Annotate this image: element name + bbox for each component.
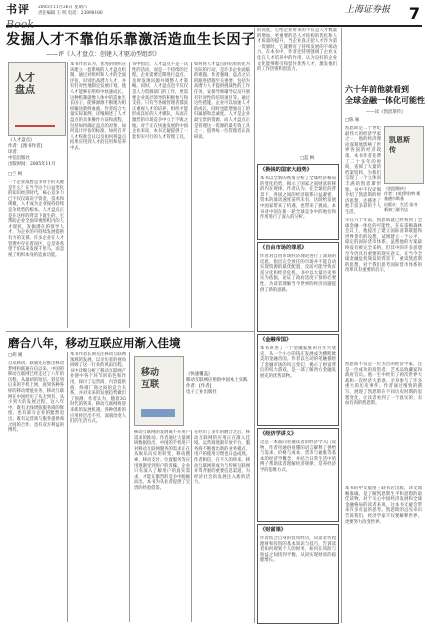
lead-book-cover <box>8 62 66 136</box>
second-cover-title: 移动 互联 <box>141 368 160 390</box>
middle-byline: □蓝 枫 <box>300 156 315 161</box>
column-rule <box>67 62 68 328</box>
brief-body: 本书讲述了一个金融家族的百年兴衰史，从一个小小的钱庄发展成为横跨欧美的金融帝国。作者以生动的笔触描绘了金融市场的风云变幻，揭示了财富背后的权力游戏，是一部了解西方金融发展史的优秀读物。 <box>260 346 336 379</box>
brief-box-2 <box>257 242 339 332</box>
date-line: 2005年11月26日 星期六 责任编辑 王 明 电话：23898180 <box>38 5 103 16</box>
column-rule <box>191 430 192 622</box>
brief-box-5 <box>257 524 339 624</box>
section-masthead <box>6 3 34 33</box>
right-body-col2: 早在六十年前，凯恩斯就已经看到了全球金融一体化的可能性。在布雷顿森林会议上，他提出了建立国际清算联盟和世界货币的设想，试图建立一个公平、稳定的国际货币体系。虽然他的方案最终没有被完全采纳，但其中的许多思想至今仍具有重要的现实意义。在当今全球金融危机频发的背景下，重读凯恩斯的思想，对于我们思考国际货币体系的改革具有重要的启示。 <box>345 218 422 274</box>
brief-body: 这是一本面向普通读者的经济学入门读物，作者用通俗易懂的语言解释了供给与需求、价格与成本、货币与通胀等基本的经济学概念，并结合日常生活中的例子帮助读者理解经济规律，培养经济学的思维方式。 <box>260 440 336 473</box>
right-body-col1: 凯恩斯是二十世纪最伟大的经济学家之一，他的经济理论深刻地影响了世界各国的经济政策。本书作者花费了二十多年的时间，查阅了大量的档案资料，为我们呈现了一个立体而丰满的凯恩斯形象。书中不仅详细介绍了凯恩斯的经济思想，还描述了他丰富多彩的个人生活。 <box>345 126 381 214</box>
lead-body-col1: 一个企业战胜竞争对手的关键是什么？在当今这个日益变化的知识经济时代，核心竞争力已不仅仅取决于资金、技术和规模，人才成为企业保持持续竞争优势的根本。人才盘点正是在这样的背景下诞生的，它帮助企业全面审视组织内的人才现状，发掘潜在的领导人才，为企业的可持续发展提供有力的支撑。许多企业在人才管理中存在着误区，总是寄希望于伯乐来发现千里马，而忽视了组织本身的造血功能。 <box>8 180 64 258</box>
lead-subhead: ——评《人才盘点：创建人才驱动型组织》 <box>46 51 161 58</box>
section-name: 书评 <box>6 3 30 16</box>
lead-caption: 《人才盘点》 作者：[图书作者] 译者： 中信出版社 出版时间：2005年11月 <box>8 138 56 167</box>
paper-name: 上海证券报 <box>344 5 390 15</box>
section-rule <box>6 331 254 332</box>
cover-block <box>141 409 175 417</box>
right-cover-title: 凯恩斯 传 <box>389 136 410 154</box>
right-headline: 六十年前他就看到 全球金融一体化可能性 <box>345 85 425 105</box>
column-rule <box>191 62 192 328</box>
right-body-col4: 本书的中文版由三联书店出版，译文流畅准确，是了解凯恩斯生平和思想的最佳读物。对于关心中国经济发展和全球金融格局的读者来说，这本书无疑会带来许多有益的思考。凯恩斯的远见卓识告诉我们，经济学家不仅要解释世界，更要努力改变世界。 <box>345 486 422 525</box>
right-book-cover <box>384 126 424 184</box>
second-byline: □胡 刚 <box>8 353 23 358</box>
brief-box-1 <box>257 164 339 240</box>
second-body-col4: 在经历了多年的磨合之后，移动互联网的应用正在渐入佳境。运营商逐渐开放平台，服务商不断推出新的业务模式，用户的使用习惯也日益成熟。作者相信，在不久的将来，移动互联网将成为与传统互联网并驾齐驱的重要信息渠道，为经济社会的发展注入新的活力。 <box>194 430 250 486</box>
brief-title: 《换钱的国家大趋势》 <box>260 167 312 173</box>
column-rule <box>341 28 342 623</box>
column-rule <box>67 352 68 622</box>
second-body-col1: 自从移动、联通先后推出移动梦网和联通在信以来，中国的移动互联网已经走过了八年的历程。从最初的短信、彩信到后来的手机上网，再到各种各样的移动增值业务，移动互联网在中国经历了从无到有、从小到大的发展过程。这八年中，既有无线增值服务商的辉煌，也有部分企业的黯然退出；既有运营商与服务提供商之间的合作，也有双方利益的博弈。 <box>8 361 64 434</box>
second-headline: 磨合八年，移动互联应用渐入佳境 <box>8 336 181 350</box>
brief-title: 《经济学讲义》 <box>260 431 297 437</box>
second-book-cover <box>134 356 184 426</box>
right-byline: □陈 雁 <box>345 118 360 123</box>
right-subhead: ——读《凯恩斯传》 <box>366 110 406 115</box>
lead-cover-title: 人才 盘点 <box>15 73 35 96</box>
brief-box-3 <box>257 334 339 426</box>
brief-box-4 <box>257 428 339 522</box>
brief-body: 本书以全新的视角分析了全球经济格局的变化趋势，揭示了国家之间财富转移的内在规律。作者认为，在全球化的背景下，各国之间的经济联系日益紧密，资本的流动速度前所未有，这既给发展中国家带来了机遇，也带来了挑战。本书对中国在新一轮全球竞争中的地位和作用进行了深入的分析。 <box>260 176 336 221</box>
brief-body: 作者对自由市场经济理论进行了深刻的反思，指出完全放任的市场并不能自动实现资源的最优配置，反而可能导致贫富分化和经济危机。书中以大量历史事实为依据，论证了政府适度干预的必要性，为读者理解当今世界的经济问题提供了新的思路。 <box>260 254 336 293</box>
brief-body: 作者结合自身的投资经历，向读者传授理财和投资的基本知识与技巧，告诉读者如何规划个人的财务，如何在风险与收益之间找到平衡，从而实现财富的稳健增长。 <box>260 536 336 564</box>
lead-body-col2: 本书作者认为，优秀的组织应该建立一套系统的人才盘点机制，通过对组织和人才的全面评估，识别出高潜力人才，并有针对性地制定发展计划，使人才能够在组织中快速成长。这种机制就像人体中的造血生长因子，能够源源不断地为组织输送新鲜血液。作者结合大量实际案例，详细阐述了人才盘点的具体操作方法和流程，包括如何确定盘点的对象、如何设计评估的标准、如何召开人才校准会议以及如何将盘点结果应用到人才的任用和培养中去。 <box>70 62 126 151</box>
column-rule <box>129 62 130 328</box>
right-caption: 《凯恩斯传》 作者：[英]罗伯特·斯基德尔斯基 出版社：生活·读书·新知三联书店 <box>384 186 421 212</box>
lead-headline: 发掘人才不靠伯乐靠激活造血生长因子 <box>6 32 256 48</box>
middle-body-top: 的高度，它给企业带来的不仅是人才数量的增加，更重要的是人才结构的优化和人才质量的提升。当企业真正把人才作为第一资源时，它就拥有了持续发展的不竭动力。在本书中，作者还特别强调了企业文化在人才培养中的作用，认为良好的企业文化能够吸引和留住优秀人才，激发他们的工作热情和创造力。 <box>257 28 337 73</box>
column-rule <box>129 352 130 622</box>
brief-title: 《自由市场的罪恶》 <box>260 245 307 251</box>
second-body-col3: 移动互联网的发展离不开用户需求的推动。作者通过大量调研数据指出，中国的手机用户对移动互联网服务的需求正在从娱乐向实用转变，移动搜索、移动支付、位置服务等应用逐渐受到用户的青睐。企业只有深入了解用户的真实需求，才能在激烈的竞争中脱颖而出。本书为从业者提供了宝贵的经验借鉴。 <box>134 430 190 491</box>
page-number: 7 <box>408 4 420 23</box>
right-body-col3: 凯恩斯不仅是一位杰出的经济学家，还是一位成功的投资者、艺术品收藏家和政府官员。他一生中经历了两次世界大战和一次经济大萧条，亲身参与了许多重大的历史事件。作者通过细致的描写，展现了凯恩斯在不同历史时期的思想变化，让读者看到了一个真实的、有血有肉的凯恩斯。 <box>345 362 422 407</box>
cover-stripe <box>15 125 55 127</box>
top-rule <box>6 25 422 27</box>
second-caption: 《快速覆盖》 移动互联网应用的中国本土实践 作者：[作者] 电子工业出版社 <box>186 372 248 395</box>
lead-byline: □兰 枫 <box>8 172 23 177</box>
lead-body-col3: 书中指出，人才盘点不是一次性的活动，而是一个持续的过程。企业需要定期进行盘点，及时发现问题并调整人才策略。同时，人才盘点也不仅仅是人力资源部门的工作，更需要企业高层领导的积极参与和支持。只有当各级管理者都真正重视人才的培养，组织才能形成良好的人才梯队，从而在激烈的市场竞争中立于不败之地。对于正在快速发展的中国企业来说，本书无疑提供了一套切实可行的人才管理工具。 <box>132 62 188 140</box>
lead-body-col4: 如何将人才盘点的结果转化为实际的行动，是许多企业面临的难题。作者强调，盘点之后的跟进措施至关重要，包括为高潜力人才提供挑战性的工作任务、安排导师辅导以及开展有针对性的培训项目等。通过这些措施，企业可以加速人才的成长，同时也能增强员工的归属感和忠诚度。人才是企业最宝贵的资源，而人才盘点正是管理这一资源的最有效工具之一，值得每一位管理者认真研读。 <box>194 62 250 140</box>
brief-title: 《金融帝国》 <box>260 337 292 343</box>
column-rule <box>254 28 255 623</box>
brief-title: 《财富课》 <box>260 527 286 533</box>
second-body-col2: 本书作者长期关注移动互联网领域的发展，以亲历者的视角回顾了这一行业的风雨历程。书中详细分析了移动互联网产业链中各个环节的角色和作用，探讨了运营商、内容提供商、终端厂商之间的竞合关系，并对未来的发展趋势做出了预测。作者认为，随着3G时代的到来，移动互联网将迎来新的发展机遇，各种创新的应用将层出不穷，深刻改变人们的生活方式。 <box>70 352 126 425</box>
